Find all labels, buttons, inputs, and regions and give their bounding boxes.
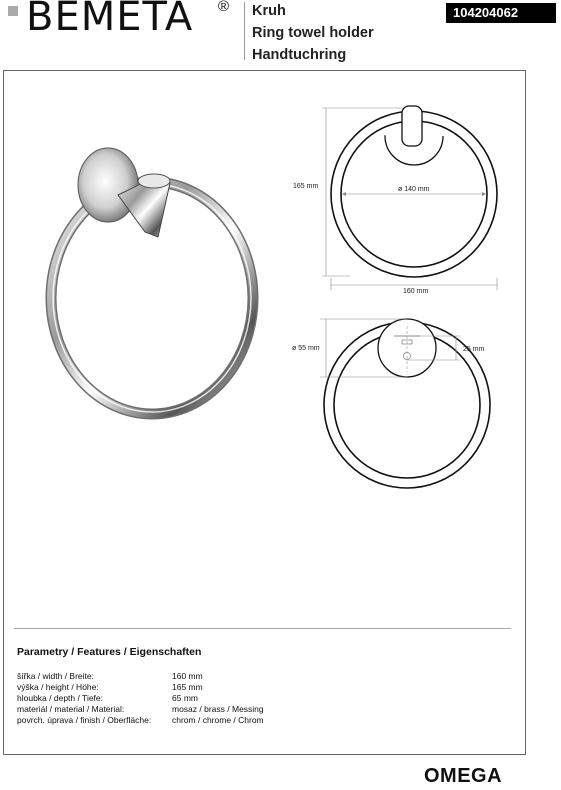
height-dimension: 165 mm [293, 183, 319, 190]
feature-label-depth: hloubka / depth / Tiefe: [17, 693, 104, 703]
header-divider [244, 2, 245, 60]
features-separator [14, 628, 511, 629]
registered-mark: ® [218, 0, 230, 15]
product-name-de: Handtuchring [252, 47, 347, 63]
front-view-drawing [290, 100, 510, 305]
bemeta-logo [8, 0, 233, 40]
product-name-cz: Kruh [252, 3, 286, 19]
product-names [252, 0, 374, 66]
product-name-en: Ring towel holder [252, 25, 374, 41]
feature-value-material: mosaz / brass / Messing [172, 704, 264, 714]
feature-label-material: materiál / material / Material: [17, 704, 125, 714]
feature-value-width: 160 mm [172, 671, 203, 681]
feature-value-depth: 65 mm [172, 693, 198, 703]
mounting-view-drawing [290, 310, 510, 495]
base-diameter-dimension: ø 55 mm [292, 345, 320, 352]
mount-dimension: 25 mm [463, 346, 485, 353]
logo-square [8, 6, 18, 16]
width-dimension: 160 mm [403, 288, 429, 295]
feature-label-height: výška / height / Höhe: [17, 682, 99, 692]
collection-name: OMEGA [424, 765, 503, 787]
feature-label-finish: povrch. úprava / finish / Oberfläche: [17, 715, 152, 725]
feature-label-width: šířka / width / Breite: [17, 671, 94, 681]
inner-diameter-dimension: ø 140 mm [398, 186, 430, 193]
features-heading: Parametry / Features / Eigenschaften [17, 646, 202, 658]
feature-value-height: 165 mm [172, 682, 203, 692]
logo-wordmark: BEMETA [26, 0, 194, 40]
product-photo [30, 135, 270, 420]
feature-value-finish: chrom / chrome / Chrom [172, 715, 264, 725]
product-code: 104204062 [446, 3, 556, 23]
